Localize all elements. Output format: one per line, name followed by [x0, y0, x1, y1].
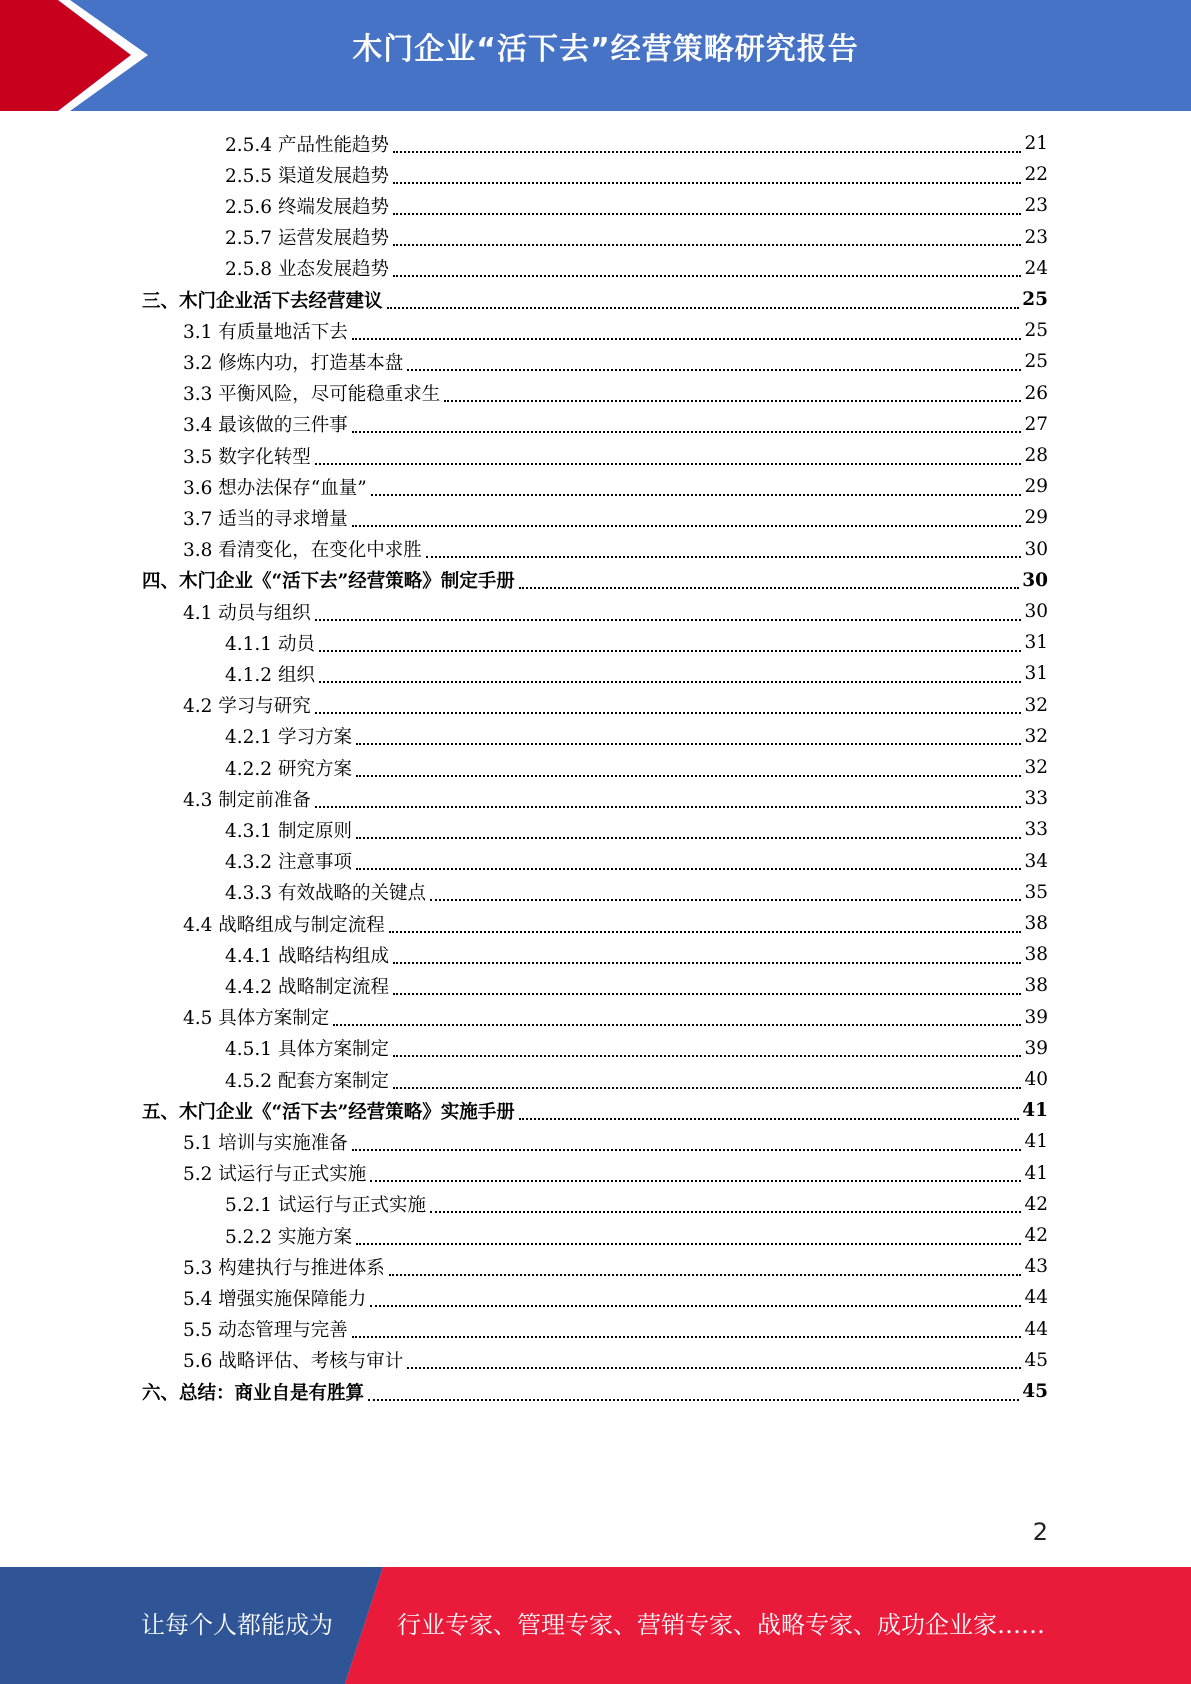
toc-entry-page: 30 [1022, 569, 1048, 591]
toc-dot-leader [315, 704, 1022, 714]
toc-entry-label: 5.2.1 试运行与正式实施 [225, 1195, 426, 1217]
toc-entry-page: 44 [1024, 1318, 1048, 1340]
toc-entry[interactable] [225, 814, 1048, 845]
toc-entry-page: 40 [1024, 1069, 1048, 1090]
toc-entry-label: 5.2 试运行与正式实施 [183, 1164, 367, 1186]
toc-entry[interactable] [225, 253, 1048, 284]
toc-entry-page: 26 [1024, 382, 1048, 404]
footer-slogan-left: 让每个人都能成为 [141, 1611, 333, 1639]
toc-dot-leader [370, 1297, 1021, 1307]
toc-entry-label: 3.3 平衡风险，尽可能稳重求生 [183, 384, 441, 406]
toc-entry-label: 五、木门企业《“活下去”经营策略》实施手册 [142, 1101, 515, 1123]
toc-entry[interactable] [225, 658, 1048, 689]
toc-entry-page: 35 [1024, 881, 1048, 903]
toc-entry-label: 三、木门企业活下去经营建议 [142, 290, 383, 312]
toc-entry[interactable] [183, 1251, 1048, 1282]
toc-entry[interactable] [225, 970, 1048, 1001]
toc-entry-label: 4.5.1 具体方案制定 [225, 1039, 389, 1061]
toc-entry-label: 2.5.4 产品性能趋势 [225, 134, 389, 156]
toc-entry-page: 25 [1024, 351, 1048, 373]
toc-entry[interactable] [142, 1095, 1048, 1126]
toc-dot-leader [393, 985, 1021, 995]
toc-entry-label: 4.5 具体方案制定 [183, 1008, 330, 1030]
toc-entry-label: 2.5.5 渠道发展趋势 [225, 165, 389, 187]
toc-dot-leader [393, 236, 1021, 246]
toc-entry-label: 4.3.1 制定原则 [225, 820, 352, 842]
toc-entry[interactable] [183, 908, 1048, 939]
toc-dot-leader [356, 1235, 1022, 1245]
toc-dot-leader [333, 1016, 1021, 1026]
toc-dot-leader [352, 517, 1022, 527]
toc-dot-leader [319, 642, 1022, 652]
toc-entry[interactable] [183, 440, 1048, 471]
toc-entry[interactable] [225, 752, 1048, 783]
toc-entry-label: 4.2.1 学习方案 [225, 727, 352, 749]
toc-dot-leader [352, 1141, 1022, 1151]
toc-dot-leader [393, 267, 1021, 277]
toc-entry-label: 4.5.2 配套方案制定 [225, 1070, 389, 1092]
toc-entry-page: 25 [1024, 320, 1048, 342]
toc-dot-leader [393, 1079, 1021, 1089]
toc-entry-page: 25 [1022, 289, 1048, 310]
toc-entry-label: 四、木门企业《“活下去”经营策略》制定手册 [142, 571, 515, 593]
toc-entry-label: 4.3.2 注意事项 [225, 852, 352, 874]
toc-entry[interactable] [183, 502, 1048, 533]
toc-entry[interactable] [183, 1345, 1048, 1376]
toc-dot-leader [352, 1328, 1022, 1338]
toc-entry[interactable] [142, 284, 1048, 315]
toc-entry[interactable] [225, 939, 1048, 970]
toc-dot-leader [444, 392, 1021, 402]
toc-dot-leader [352, 423, 1022, 433]
toc-entry-page: 29 [1024, 507, 1048, 529]
toc-entry-label: 5.4 增强实施保障能力 [183, 1288, 367, 1310]
toc-entry-page: 31 [1024, 632, 1048, 654]
toc-entry[interactable] [183, 690, 1048, 721]
toc-entry-page: 34 [1024, 850, 1048, 872]
toc-dot-leader [393, 954, 1021, 964]
toc-entry-label: 5.3 构建执行与推进体系 [183, 1257, 385, 1279]
toc-dot-leader [356, 829, 1022, 839]
toc-entry[interactable] [225, 1220, 1048, 1251]
toc-entry-label: 3.1 有质量地活下去 [183, 321, 348, 343]
toc-entry[interactable] [183, 1314, 1048, 1345]
toc-entry-label: 5.1 培训与实施准备 [183, 1132, 348, 1154]
toc-entry-page: 38 [1024, 975, 1048, 997]
toc-entry-page: 45 [1022, 1381, 1048, 1402]
toc-dot-leader [319, 673, 1022, 683]
toc-entry[interactable] [225, 128, 1048, 159]
toc-dot-leader [371, 486, 1022, 496]
toc-entry-label: 3.7 适当的寻求增量 [183, 508, 348, 530]
toc-dot-leader [407, 1359, 1021, 1369]
toc-entry-label: 4.2.2 研究方案 [225, 758, 352, 780]
toc-entry[interactable] [183, 471, 1048, 502]
toc-entry-page: 30 [1024, 538, 1048, 560]
toc-dot-leader [430, 1203, 1021, 1213]
toc-entry-page: 29 [1024, 476, 1048, 498]
toc-entry-label: 2.5.7 运营发展趋势 [225, 228, 389, 250]
toc-entry-label: 5.5 动态管理与完善 [183, 1320, 348, 1342]
toc-entry-page: 23 [1024, 195, 1048, 217]
toc-entry[interactable] [183, 1002, 1048, 1033]
toc-entry-label: 六、总结：商业自是有胜算 [142, 1382, 365, 1404]
toc-entry-page: 24 [1024, 257, 1048, 279]
toc-entry-page: 44 [1024, 1287, 1048, 1309]
toc-entry-label: 2.5.8 业态发展趋势 [225, 259, 389, 281]
toc-entry-label: 3.6 想办法保存“血量” [183, 477, 367, 499]
toc-entry-page: 38 [1024, 913, 1048, 934]
toc-dot-leader [426, 548, 1022, 558]
toc-entry-page: 33 [1024, 788, 1048, 810]
toc-entry[interactable] [225, 627, 1048, 658]
toc-dot-leader [356, 767, 1022, 777]
toc-entry-label: 5.2.2 实施方案 [225, 1226, 352, 1248]
toc-entry[interactable] [183, 315, 1048, 346]
toc-dot-leader [407, 361, 1021, 371]
toc-entry-label: 4.3.3 有效战略的关键点 [225, 883, 426, 905]
toc-entry-page: 32 [1024, 757, 1048, 778]
toc-entry-label: 4.1.2 组织 [225, 664, 315, 686]
toc-entry-page: 32 [1024, 694, 1048, 716]
page-footer [0, 1567, 1191, 1684]
toc-entry-page: 23 [1024, 226, 1048, 248]
toc-entry-label: 4.4.1 战略结构组成 [225, 945, 389, 967]
toc-entry-page: 41 [1022, 1100, 1048, 1122]
toc-entry[interactable] [225, 721, 1048, 752]
toc-entry-label: 4.3 制定前准备 [183, 789, 311, 811]
toc-entry-page: 28 [1024, 445, 1048, 466]
toc-entry-page: 43 [1024, 1256, 1048, 1278]
toc-entry[interactable] [225, 846, 1048, 877]
toc-dot-leader [393, 1047, 1021, 1057]
toc-entry[interactable] [183, 346, 1048, 377]
toc-entry[interactable] [225, 222, 1048, 253]
toc-entry-page: 27 [1024, 413, 1048, 435]
page-header [0, 0, 1191, 111]
toc-dot-leader [368, 1391, 1019, 1401]
toc-dot-leader [389, 923, 1022, 933]
toc-entry[interactable] [183, 1158, 1048, 1189]
toc-entry-page: 30 [1024, 601, 1048, 622]
toc-dot-leader [356, 735, 1022, 745]
toc-entry[interactable] [225, 1064, 1048, 1095]
toc-entry-label: 4.1 动员与组织 [183, 602, 311, 624]
toc-entry-label: 3.2 修炼内功，打造基本盘 [183, 352, 404, 374]
toc-entry-page: 21 [1024, 133, 1048, 154]
toc-entry-page: 41 [1024, 1131, 1048, 1153]
toc-entry-page: 42 [1024, 1225, 1048, 1246]
toc-entry-page: 42 [1024, 1193, 1048, 1215]
toc-dot-leader [352, 330, 1022, 340]
toc-entry-page: 22 [1024, 164, 1048, 186]
toc-dot-leader [389, 1266, 1022, 1276]
toc-dot-leader [393, 143, 1021, 153]
toc-entry-label: 4.4.2 战略制定流程 [225, 976, 389, 998]
toc-entry[interactable] [225, 190, 1048, 221]
toc-entry[interactable] [225, 1033, 1048, 1064]
toc-entry[interactable] [183, 596, 1048, 627]
toc-dot-leader [315, 611, 1022, 621]
toc-dot-leader [315, 455, 1022, 465]
page-number: 2 [1032, 1518, 1048, 1546]
toc-entry[interactable] [142, 565, 1048, 596]
toc-entry-label: 5.6 战略评估、考核与审计 [183, 1351, 404, 1373]
toc-entry[interactable] [183, 378, 1048, 409]
toc-entry-page: 32 [1024, 725, 1048, 747]
toc-entry-page: 45 [1024, 1349, 1048, 1371]
toc-entry-label: 4.1.1 动员 [225, 633, 315, 655]
toc-entry[interactable] [225, 1189, 1048, 1220]
toc-entry-page: 41 [1024, 1162, 1048, 1184]
toc-entry-page: 39 [1024, 1006, 1048, 1028]
toc-dot-leader [393, 205, 1021, 215]
toc-dot-leader [356, 860, 1022, 870]
footer-slogan-right: 行业专家、管理专家、营销专家、战略专家、成功企业家…… [397, 1611, 1045, 1639]
toc-entry-page: 31 [1024, 663, 1048, 685]
toc-entry-label: 2.5.6 终端发展趋势 [225, 196, 389, 218]
toc-dot-leader [519, 579, 1019, 589]
toc-entry-label: 3.8 看清变化，在变化中求胜 [183, 540, 422, 562]
toc-dot-leader [393, 174, 1021, 184]
toc-entry-label: 3.5 数字化转型 [183, 446, 311, 468]
toc-entry-label: 3.4 最该做的三件事 [183, 415, 348, 437]
toc-dot-leader [519, 1110, 1019, 1120]
toc-entry[interactable] [183, 1282, 1048, 1313]
toc-entry-label: 4.2 学习与研究 [183, 696, 311, 718]
toc-entry-page: 33 [1024, 819, 1048, 841]
toc-entry[interactable] [183, 534, 1048, 565]
document-title: 木门企业“活下去”经营策略研究报告 [352, 32, 859, 67]
toc-entry[interactable] [183, 409, 1048, 440]
toc-entry[interactable] [183, 1126, 1048, 1157]
toc-entry[interactable] [225, 877, 1048, 908]
toc-dot-leader [315, 798, 1022, 808]
toc-entry[interactable] [183, 783, 1048, 814]
toc-entry-label: 4.4 战略组成与制定流程 [183, 914, 385, 936]
toc-entry[interactable] [142, 1376, 1048, 1407]
toc-entry-page: 38 [1024, 944, 1048, 966]
toc-dot-leader [430, 891, 1021, 901]
toc-entry[interactable] [225, 159, 1048, 190]
toc-dot-leader [387, 299, 1020, 309]
toc-entry-page: 39 [1024, 1037, 1048, 1059]
toc-dot-leader [370, 1172, 1021, 1182]
